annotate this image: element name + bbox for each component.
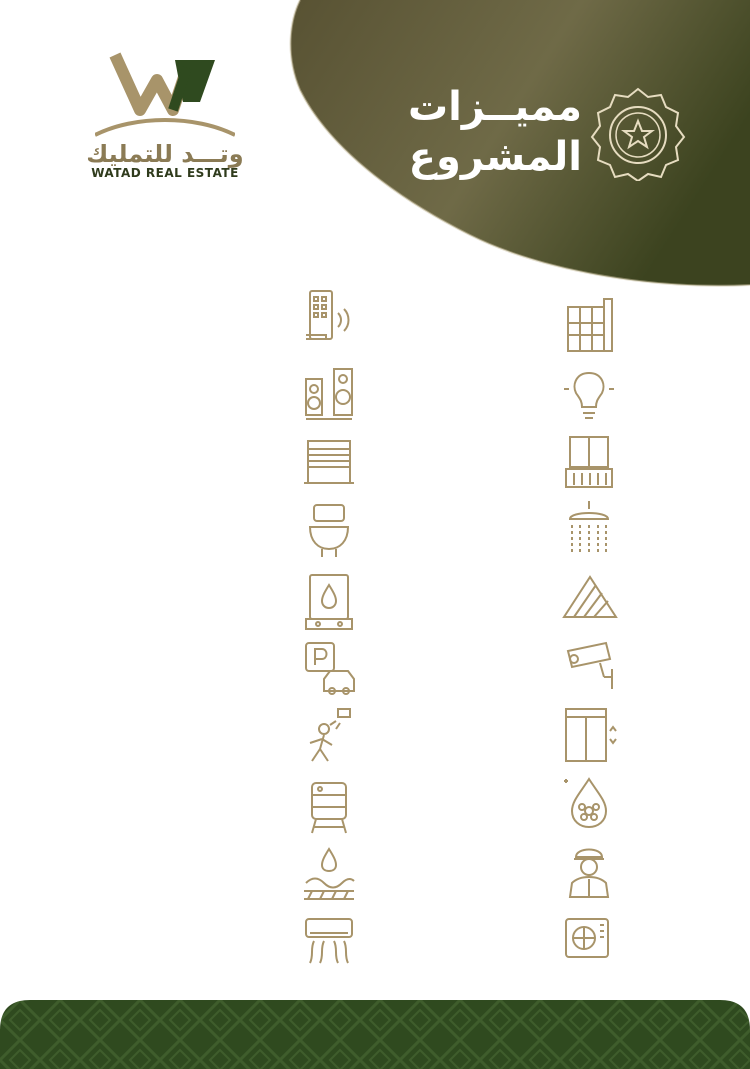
wide-window-icon [300,431,358,493]
title-line-1: مميــزات [407,84,582,130]
air-freshener-icon [560,771,618,833]
page-title [408,82,582,182]
brand-logo [80,40,250,190]
wall-hung-toilet-icon [300,499,358,561]
guard-icon [560,839,618,901]
modern-facade-icon [560,295,618,357]
high-ceiling-icon [560,567,618,629]
brand-name-english: WATAD REAL ESTATE [91,166,239,180]
split-ac-unit-icon [560,907,618,969]
smart-lock-icon [300,287,358,349]
anti-glare-light-icon [560,363,618,425]
insulation-icon [300,843,358,905]
footer-pattern-band [0,1000,750,1069]
water-tank-icon [300,775,358,837]
balcony-icon [560,431,618,493]
star-seal-icon [590,85,686,181]
motion-sensor-icon [300,707,358,769]
brand-name-arabic: وتـــد للتمليك [86,140,244,168]
surround-speakers-icon [300,363,358,425]
watad-logo-mark [95,40,235,140]
water-heater-icon [300,571,358,633]
security-camera-icon [560,635,618,697]
title-line-2: المشروع [408,134,582,180]
rain-shower-icon [560,499,618,561]
elevator-icon [560,703,618,765]
air-conditioned-entrance-icon [300,911,358,973]
parking-icon [300,639,358,701]
